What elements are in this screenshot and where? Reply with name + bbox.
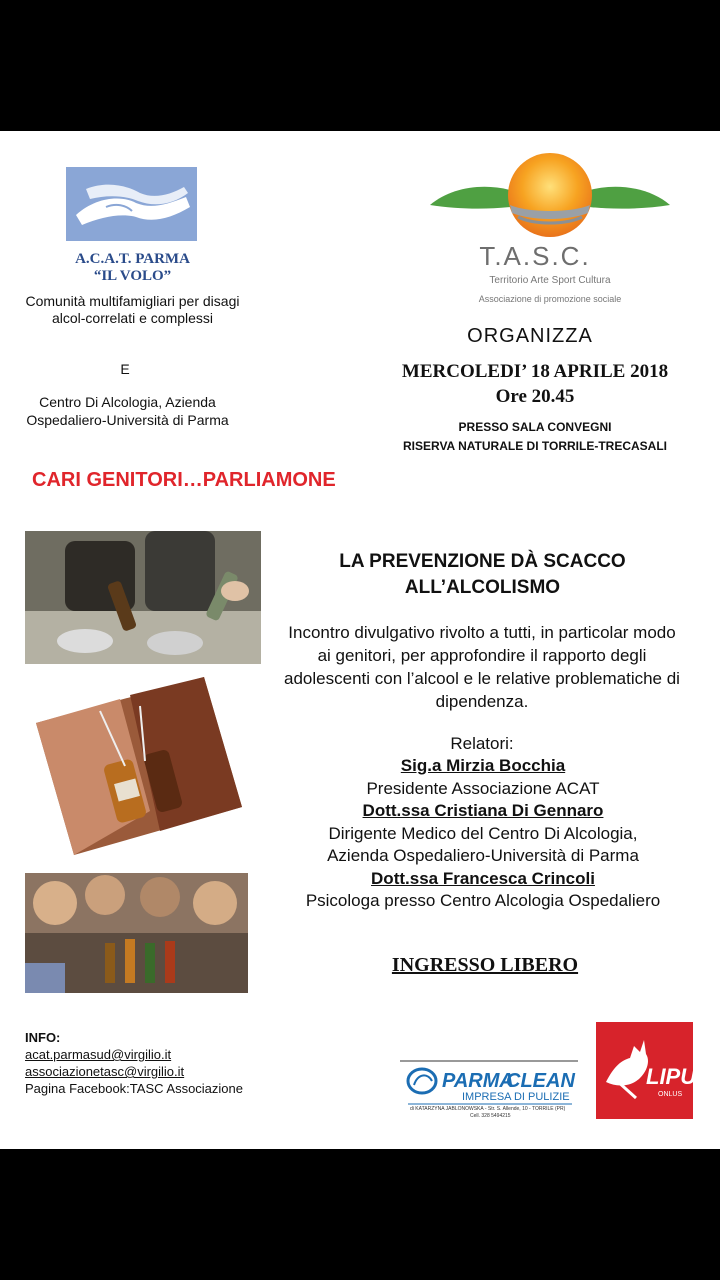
- event-location: [380, 418, 690, 456]
- speaker-name: Dott.ssa Francesca Crincoli: [371, 868, 595, 888]
- speaker-role: Dirigente Medico del Centro Di Alcologia,: [328, 823, 638, 843]
- parmaclean-phone: Cell. 328 5494215: [470, 1113, 511, 1119]
- acat-name-line2: “IL VOLO”: [93, 268, 172, 284]
- parmaclean-tagline: IMPRESA DI PULIZIE: [462, 1091, 570, 1103]
- talk-title: [300, 549, 665, 601]
- speaker-name: Dott.ssa Cristiana Di Gennaro: [362, 801, 604, 820]
- tasc-association: Associazione di promozione sociale: [478, 294, 622, 304]
- tasc-name: T.A.S.C.: [479, 241, 591, 271]
- photo-teens-drinking-2: [30, 671, 248, 861]
- speaker-role: Psicologa presso Centro Alcologia Ospedaliero: [305, 891, 661, 910]
- photo-teens-drinking-1: [25, 531, 261, 664]
- speaker-role: Presidente Associazione ACAT: [366, 778, 600, 798]
- parmaclean-name-part2: CLEAN: [506, 1070, 575, 1092]
- info-title: INFO:: [25, 1030, 61, 1045]
- organizza-label: ORGANIZZA: [467, 325, 593, 347]
- speaker-name: Sig.a Mirzia Bocchia: [400, 756, 566, 775]
- lipu-logo: [596, 1022, 693, 1119]
- email-link-acat[interactable]: acat.parmasud@virgilio.it: [25, 1047, 172, 1062]
- lipu-name: LIPU: [646, 1064, 693, 1089]
- ingresso-libero: INGRESSO LIBERO: [391, 954, 579, 976]
- facebook-page: Pagina Facebook:TASC Associazione: [25, 1081, 243, 1096]
- cari-genitori-title: CARI GENITORI…PARLIAMONE: [32, 469, 336, 491]
- acat-hands-logo: [66, 167, 197, 241]
- speaker-role: Azienda Ospedaliero-Università di Parma: [327, 846, 639, 865]
- relatori-label: Relatori:: [450, 734, 514, 753]
- event-date: MERCOLEDI’ 18 APRILE 2018: [401, 361, 669, 382]
- parmaclean-name-part1: PARMA: [442, 1070, 514, 1092]
- conjunction-e: E: [120, 361, 130, 377]
- tasc-subtitle: Territorio Arte Sport Cultura: [489, 275, 611, 286]
- event-time: Ore 20.45: [495, 386, 575, 407]
- parmaclean-address: di KATARZYNA JABLONOWSKA - Str. S. Allende, 10 - TORRILE (PR): [410, 1106, 566, 1112]
- email-link-tasc[interactable]: associazionetasc@virgilio.it: [25, 1064, 185, 1079]
- lipu-sub: ONLUS: [658, 1091, 683, 1098]
- talk-title-line2: ALL’ALCOLISMO: [404, 577, 561, 598]
- location-line1: PRESSO SALA CONVEGNI: [458, 420, 612, 434]
- poster: [0, 131, 720, 1149]
- speakers-list: [270, 755, 696, 913]
- centro-alcologia: Centro Di Alcologia, Azienda Ospedaliero-Università di Parma: [26, 394, 229, 428]
- location-line2: RISERVA NATURALE DI TORRILE-TRECASALI: [402, 439, 667, 453]
- parmaclean-logo: [400, 1059, 580, 1119]
- talk-title-line1: LA PREVENZIONE DÀ SCACCO: [339, 551, 626, 572]
- tasc-logo: [428, 151, 672, 255]
- talk-intro: Incontro divulgativo rivolto a tutti, in particolar modo ai genitori, per approfondire il rapporto degli adolescenti con l’alcool e le relative problematiche di dipendenza.: [284, 623, 680, 711]
- photo-teens-drinking-3: [25, 873, 248, 993]
- acat-name-line1: A.C.A.T. PARMA: [75, 251, 190, 267]
- info-block: [25, 1029, 305, 1097]
- acat-name: [40, 251, 225, 285]
- acat-description: Comunità multifamigliari per disagi alcol-correlati e complessi: [25, 293, 240, 326]
